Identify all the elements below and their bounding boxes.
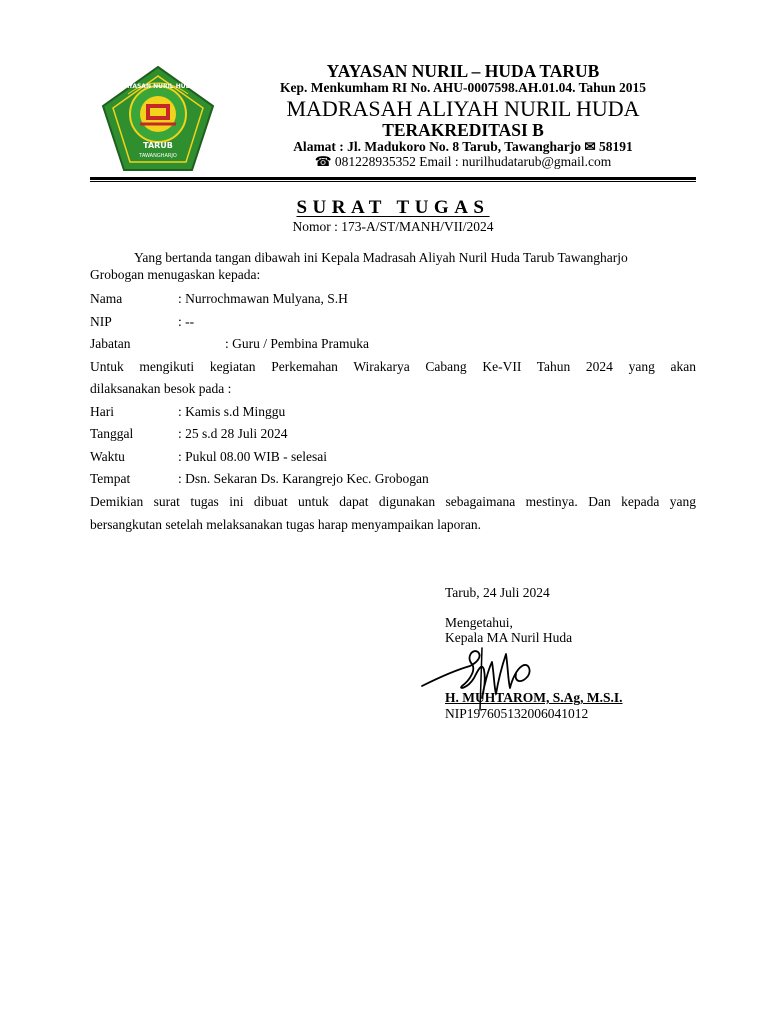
place-date: Tarub, 24 Juli 2024: [445, 585, 550, 600]
opening-line-2: Grobogan menugaskan kepada:: [90, 267, 261, 282]
day-value: : Kamis s.d Minggu: [178, 404, 286, 419]
nip-value: : --: [178, 314, 195, 329]
signer-role: Kepala MA Nuril Huda: [445, 630, 573, 645]
time-label: Waktu: [90, 449, 125, 464]
signer-name: H. MUHTAROM, S.Ag, M.S.I.: [445, 690, 623, 705]
position-value: : Guru / Pembina Pramuka: [225, 336, 369, 351]
closing-line-2: bersangkutan setelah melaksanakan tugas harap menyampaikan laporan.: [90, 517, 481, 532]
logo-bottom-text: TARUB: [143, 141, 173, 150]
foundation-name: YAYASAN NURIL – HUDA TARUB: [326, 61, 600, 81]
letterhead-divider-thin: [90, 181, 696, 182]
letter-number: Nomor : 173-A/ST/MANH/VII/2024: [292, 219, 494, 234]
position-label: Jabatan: [90, 336, 131, 351]
name-label: Nama: [90, 291, 123, 306]
place-value: : Dsn. Sekaran Ds. Karangrejo Kec. Grobogan: [178, 471, 429, 486]
name-value: : Nurrochmawan Mulyana, S.H: [178, 291, 348, 306]
time-value: : Pukul 08.00 WIB - selesai: [178, 449, 327, 464]
school-logo: [100, 64, 216, 174]
date-label: Tanggal: [90, 426, 134, 441]
accreditation: TERAKREDITASI B: [382, 120, 544, 140]
letterhead-divider-thick: [90, 177, 696, 180]
purpose-line-2: dilaksanakan besok pada :: [90, 381, 232, 396]
decree-number: Kep. Menkumham RI No. AHU-0007598.AH.01.04. Tahun 2015: [279, 80, 647, 95]
day-label: Hari: [90, 404, 114, 419]
logo-sub-text: TAWANGHARJO: [139, 153, 177, 159]
opening-line-1: Yang bertanda tangan dibawah ini Kepala Madrasah Aliyah Nuril Huda Tarub Tawangharjo: [134, 250, 628, 265]
school-name: MADRASAH ALIYAH NURIL HUDA: [286, 96, 640, 121]
date-value: : 25 s.d 28 Juli 2024: [178, 426, 288, 441]
acknowledged-label: Mengetahui,: [445, 615, 513, 630]
nip-label: NIP: [90, 314, 112, 329]
closing-line-1: Demikian surat tugas ini dibuat untuk dapat digunakan sebagaimana mestinya. Dan kepada yang: [90, 494, 696, 509]
logo-ring-text: YAYASAN NURIL HUDA: [120, 83, 196, 90]
place-label: Tempat: [90, 471, 131, 486]
school-emblem-icon: [100, 64, 216, 174]
school-address: Alamat : Jl. Madukoro No. 8 Tarub, Tawangharjo ✉ 58191: [293, 139, 633, 154]
school-contact: ☎ 081228935352 Email : nurilhudatarub@gmail.com: [314, 154, 612, 169]
letter-title: SURAT TUGAS: [296, 197, 490, 218]
purpose-line-1: Untuk mengikuti kegiatan Perkemahan Wirakarya Cabang Ke-VII Tahun 2024 yang akan: [90, 359, 696, 374]
signer-nip: NIP197605132006041012: [445, 706, 589, 721]
